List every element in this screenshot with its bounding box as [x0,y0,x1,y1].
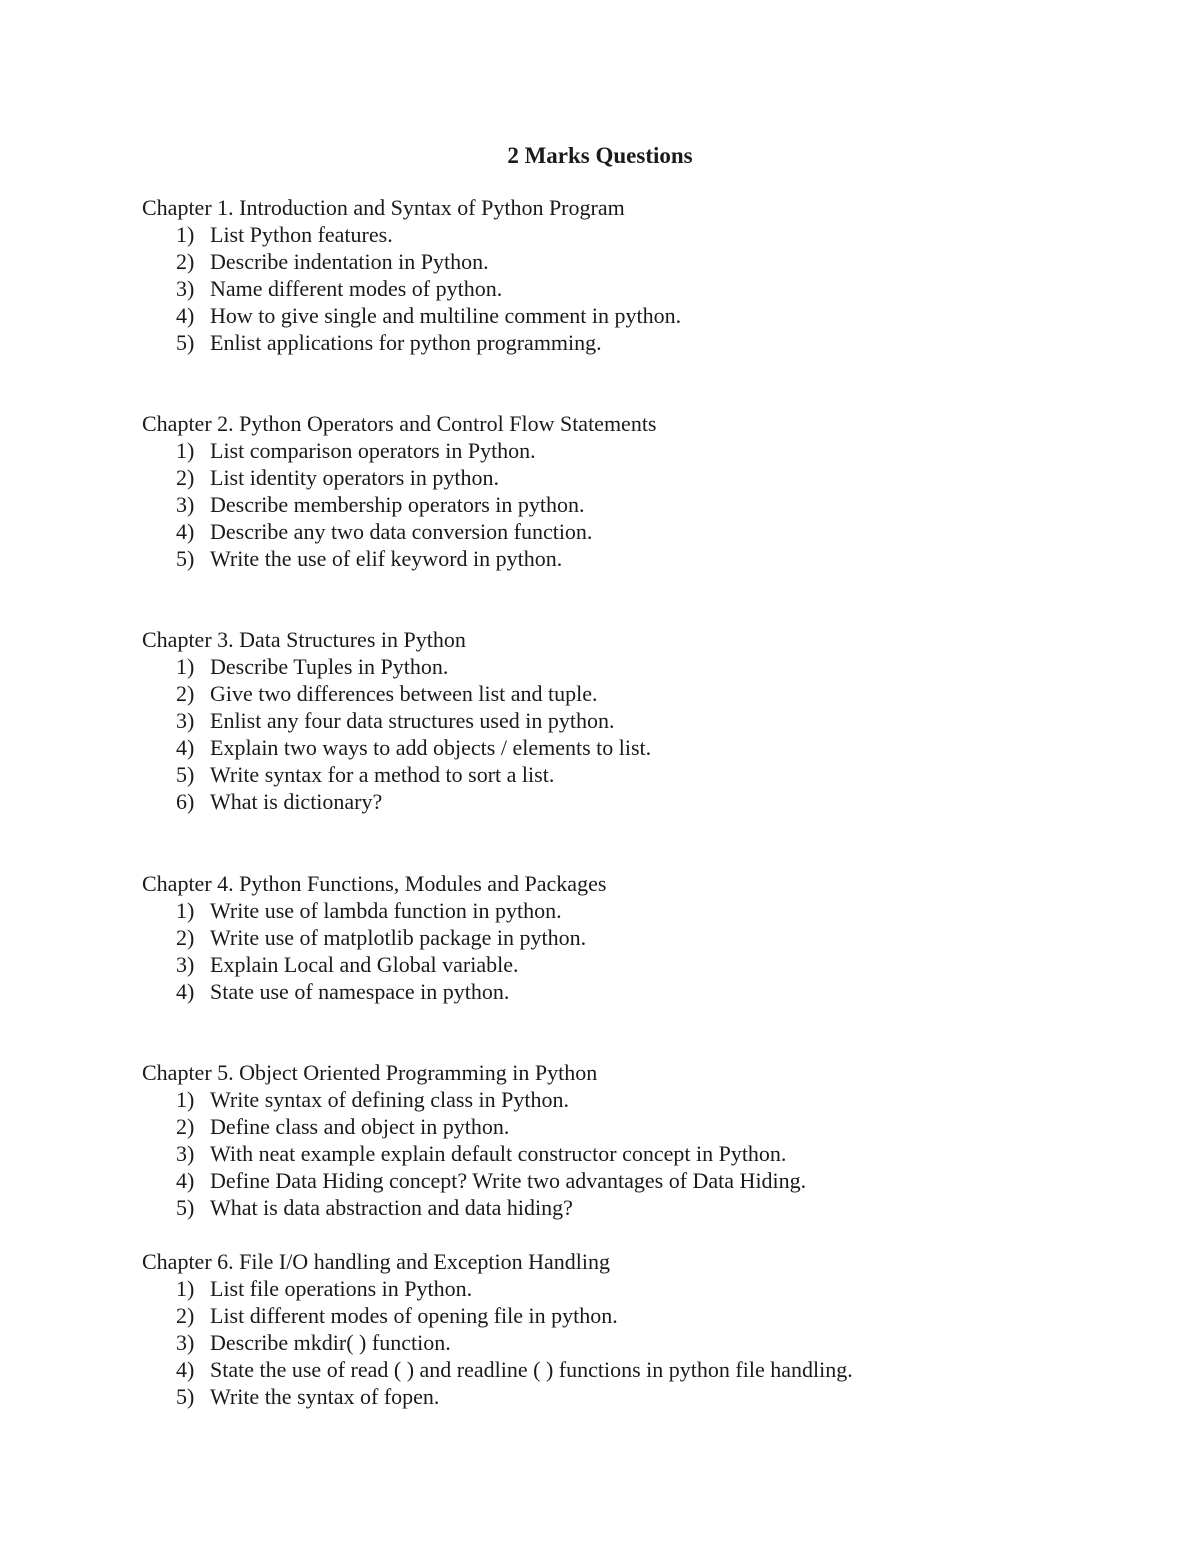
question-item [142,897,1142,924]
question-text: Enlist any four data structures used in python. [210,708,615,733]
question-text: List different modes of opening file in python. [210,1303,618,1328]
question-text: Explain Local and Global variable. [210,952,519,977]
question-text: Describe Tuples in Python. [210,654,449,679]
question-list [142,653,1142,815]
question-item [142,1383,1142,1410]
question-text: Describe membership operators in python. [210,492,585,517]
question-number: 6) [176,789,195,814]
chapter-4 [142,870,1142,1005]
question-number: 1) [176,898,195,923]
question-item [142,1275,1142,1302]
question-item [142,707,1142,734]
question-text: Define Data Hiding concept? Write two advantages of Data Hiding. [210,1168,807,1193]
question-item [142,1329,1142,1356]
chapter-5 [142,1059,1142,1221]
question-item [142,491,1142,518]
question-text: Write the syntax of fopen. [210,1384,440,1409]
question-list [142,1275,1142,1410]
document-title: 2 Marks Questions [507,143,693,168]
question-number: 1) [176,222,195,247]
chapter-heading: Chapter 4. Python Functions, Modules and Packages [142,871,607,896]
question-number: 1) [176,1276,195,1301]
question-number: 2) [176,925,195,950]
question-number: 2) [176,1303,195,1328]
question-number: 5) [176,330,195,355]
question-text: With neat example explain default constructor concept in Python. [210,1141,787,1166]
question-number: 3) [176,708,195,733]
question-number: 5) [176,546,195,571]
chapter-heading: Chapter 5. Object Oriented Programming in Python [142,1060,598,1085]
chapter-heading: Chapter 3. Data Structures in Python [142,627,466,652]
chapter-heading: Chapter 1. Introduction and Syntax of Python Program [142,195,625,220]
question-item [142,1194,1142,1221]
question-text: State use of namespace in python. [210,979,510,1004]
question-list [142,1086,1142,1221]
question-number: 4) [176,1357,195,1382]
question-text: State the use of read ( ) and readline ( ) functions in python file handling. [210,1357,853,1382]
question-number: 3) [176,1141,195,1166]
question-text: Write the use of elif keyword in python. [210,546,563,571]
question-number: 2) [176,681,195,706]
question-text: Explain two ways to add objects / elements to list. [210,735,652,760]
question-text: List comparison operators in Python. [210,438,536,463]
question-number: 1) [176,1087,195,1112]
question-text: Name different modes of python. [210,276,503,301]
question-number: 4) [176,1168,195,1193]
question-number: 4) [176,735,195,760]
question-number: 4) [176,303,195,328]
question-number: 5) [176,1384,195,1409]
question-text: What is dictionary? [210,789,383,814]
question-number: 3) [176,1330,195,1355]
question-item [142,1113,1142,1140]
question-text: Write syntax for a method to sort a list. [210,762,555,787]
question-item [142,680,1142,707]
question-item [142,653,1142,680]
question-item [142,924,1142,951]
question-item [142,464,1142,491]
question-number: 5) [176,762,195,787]
question-item [142,275,1142,302]
question-number: 4) [176,519,195,544]
question-text: Describe mkdir( ) function. [210,1330,451,1355]
question-item [142,1302,1142,1329]
question-text: How to give single and multiline comment in python. [210,303,682,328]
question-text: Define class and object in python. [210,1114,510,1139]
question-item [142,1140,1142,1167]
question-number: 1) [176,438,195,463]
question-text: Describe indentation in Python. [210,249,489,274]
question-item [142,951,1142,978]
question-list [142,897,1142,1005]
question-item [142,788,1142,815]
question-number: 3) [176,492,195,517]
question-list [142,221,1142,356]
question-item [142,1356,1142,1383]
question-text: List file operations in Python. [210,1276,473,1301]
question-item [142,302,1142,329]
chapter-heading: Chapter 6. File I/O handling and Exception Handling [142,1249,611,1274]
chapter-6 [142,1248,1142,1410]
question-text: Write use of lambda function in python. [210,898,562,923]
question-item [142,978,1142,1005]
question-number: 2) [176,249,195,274]
question-text: Describe any two data conversion function. [210,519,593,544]
question-number: 5) [176,1195,195,1220]
question-item [142,1086,1142,1113]
question-list [142,437,1142,572]
question-number: 3) [176,276,195,301]
chapter-2 [142,410,1142,572]
question-text: Write use of matplotlib package in python. [210,925,587,950]
question-text: List Python features. [210,222,393,247]
question-text: Write syntax of defining class in Python. [210,1087,570,1112]
question-item [142,437,1142,464]
question-number: 4) [176,979,195,1004]
chapter-3 [142,626,1142,815]
question-item [142,545,1142,572]
question-item [142,734,1142,761]
question-item [142,761,1142,788]
question-item [142,329,1142,356]
question-item [142,518,1142,545]
question-text: Enlist applications for python programming. [210,330,602,355]
question-item [142,248,1142,275]
question-text: Give two differences between list and tuple. [210,681,598,706]
chapter-1 [142,194,1142,356]
question-text: List identity operators in python. [210,465,500,490]
question-item [142,221,1142,248]
question-text: What is data abstraction and data hiding? [210,1195,573,1220]
question-item [142,1167,1142,1194]
question-number: 3) [176,952,195,977]
question-number: 1) [176,654,195,679]
question-number: 2) [176,465,195,490]
chapter-heading: Chapter 2. Python Operators and Control Flow Statements [142,411,657,436]
question-number: 2) [176,1114,195,1139]
